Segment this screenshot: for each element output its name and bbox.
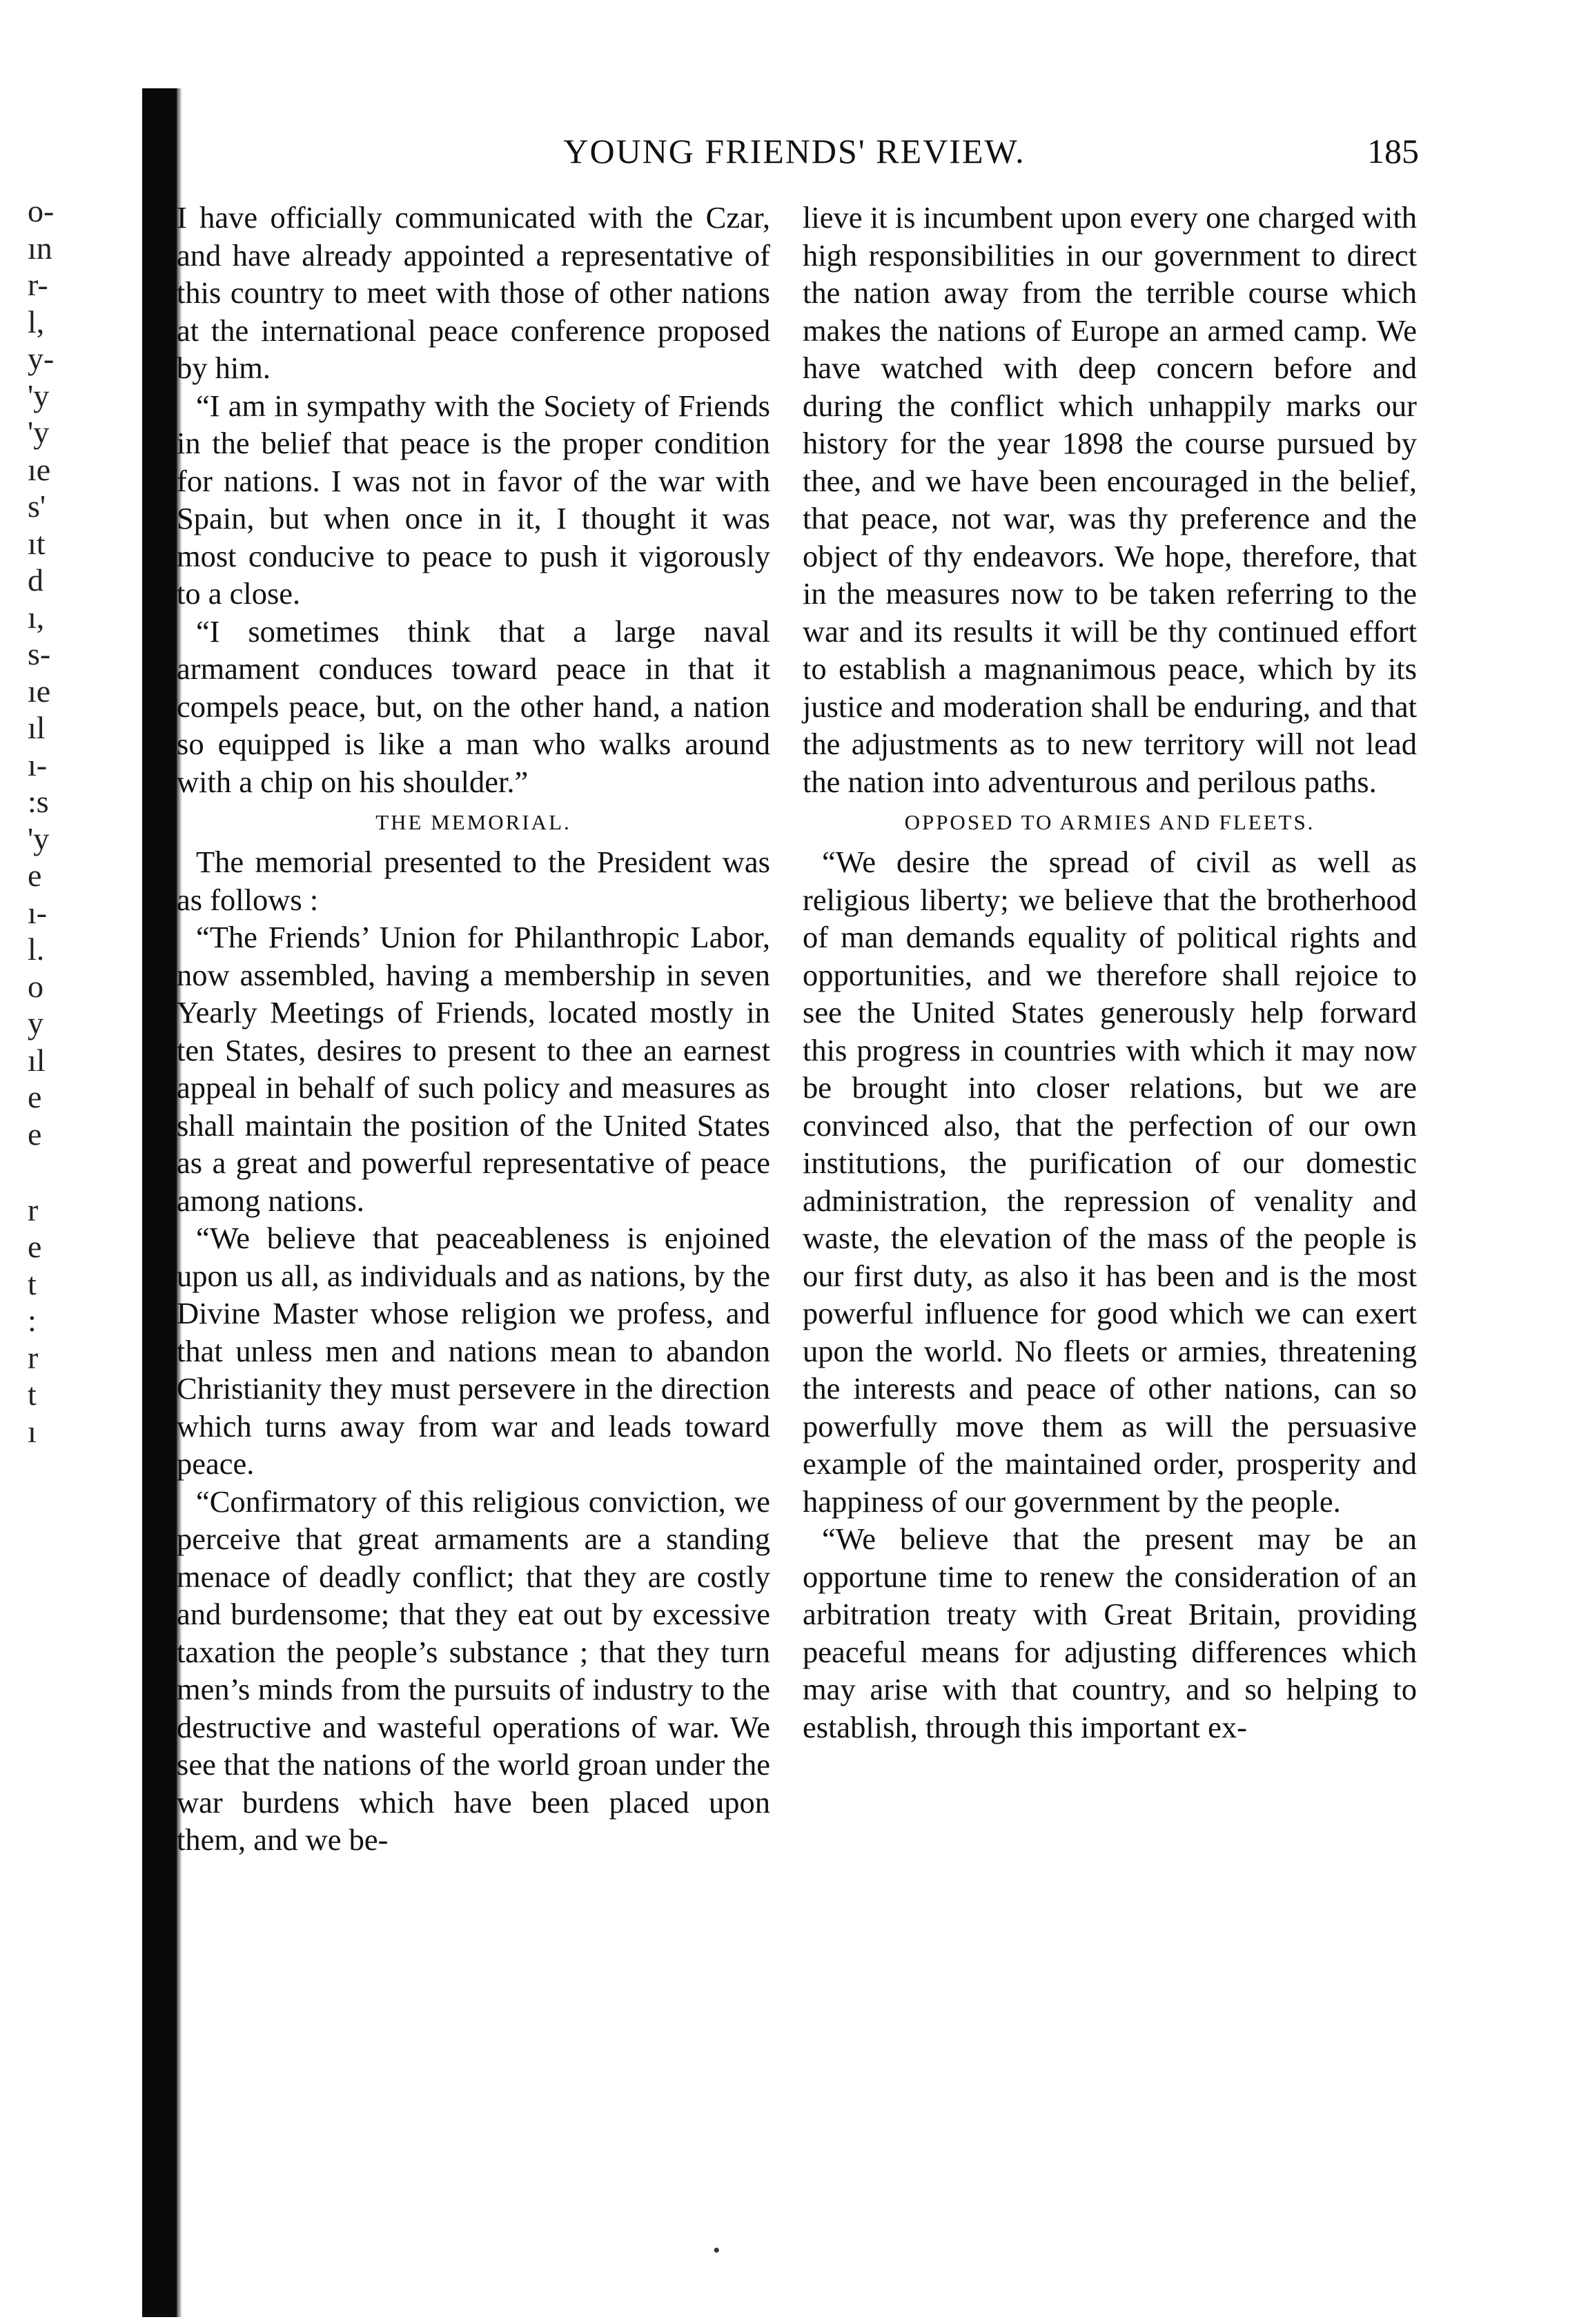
paragraph: “Confirmatory of this religious conviction, we perceive that great armaments are a standing menace of deadly conflict; that they are costly and burdensome; that they eat out by excessive taxation the people’s substance ; that they turn men’s minds from the pursuits of industry to the destructive and wasteful operations of war. We see that the nations of the world groan under the war burdens which have been placed upon them, and we be- xyxy=(177,1484,770,1857)
paragraph: “I sometimes think that a large naval armament conduces toward peace in that it compels peace, but, on the other hand, a nation so equipped is like a man who walks around with a chip on his shoulder.” xyxy=(177,613,770,799)
paragraph: lieve it is incumbent upon every one charged with high responsibilities in our government to direct the nation away from the terrible course which makes the nations of Europe an armed camp. We have watched with deep concern before and during the conflict which unhappily marks our history for the year 1898 the course pursued by thee, and we have been encouraged in the belief, that peace, not war, was thy preference and the object of thy endeavors. We hope, therefore, that in the measures now to be taken referring to the war and its results it will be thy continued effort to establish a magnanimous peace, which by its justice and moderation shall be enduring, and that the adjustments as to new territory will not lead the nation into adventurous and perilous paths. xyxy=(803,200,1417,799)
paragraph: “We desire the spread of civil as well as religious liberty; we believe that the brotherhood of man demands equality of political rights and opportunities, and we therefore shall rejoice to see the United States generously help forward this progress in countries with which it may now be brought into closer relations, but we are convinced also, that the perfection of our own institutions, the purification of our domestic administration, the repression of venality and waste, the elevation of the mass of the people is our first duty, as also it has been and is the most powerful influence for good which we can exert upon the world. No fleets or armies, threatening the interests and peace of other nations, can so powerfully move them as will the persuasive example of the maintained order, prosperity and happiness of our government by the people. xyxy=(803,845,1417,1519)
margin-fragment: e xyxy=(28,1229,42,1264)
margin-fragment: ıe xyxy=(28,673,51,709)
left-column xyxy=(177,199,770,1859)
binding-shadow xyxy=(142,88,177,2317)
paragraph: “I am in sympathy with the Society of Friends in the belief that peace is the proper condition for nations. I was not in favor of the war with Spain, but when once in it, I thought it was most conducive to peace to push it vigorously to a close. xyxy=(177,388,770,611)
margin-fragment: 'y xyxy=(28,377,50,413)
running-title: YOUNG FRIENDS' REVIEW. xyxy=(563,132,1026,170)
margin-fragment: ıl xyxy=(28,1042,46,1078)
running-header xyxy=(170,131,1419,179)
margin-fragment: e xyxy=(28,1079,42,1114)
paragraph: I have officially communicated with the Czar, and have already appointed a representative of this country to meet with those of other nations at the international peace conference proposed by him. xyxy=(177,200,770,385)
margin-fragment: e xyxy=(28,858,42,893)
paragraph: “The Friends’ Union for Philanthropic Labor, now assembled, having a membership in seven Yearly Meetings of Friends, located mostly in ten States, desires to present to thee an earnest appeal in behalf of such policy and measures as shall maintain the position of the United States as a great and powerful representative of peace among nations. xyxy=(177,920,770,1218)
facing-page-fragments xyxy=(28,193,117,1450)
margin-fragment: o- xyxy=(28,193,55,228)
margin-fragment: ıl xyxy=(28,710,46,745)
section-heading: OPPOSED TO ARMIES AND FLEETS. xyxy=(904,810,1315,834)
margin-fragment: l, xyxy=(28,304,45,339)
margin-fragment: :s xyxy=(28,784,49,819)
right-column xyxy=(803,199,1417,1746)
margin-fragment: ıe xyxy=(28,451,51,487)
section-heading: THE MEMORIAL. xyxy=(375,810,571,834)
margin-fragment: y xyxy=(28,1005,43,1041)
margin-fragment: 'y xyxy=(28,820,50,856)
margin-fragment: t xyxy=(28,1266,37,1301)
paragraph: The memorial presented to the President was as follows : xyxy=(177,845,770,917)
margin-fragment: t xyxy=(28,1377,37,1412)
paragraph: “We believe that peaceableness is enjoined upon us all, as individuals and as nations, by the Divine Master whose religion we profess, and that unless men and nations mean to abandon Christianity they must persevere in the direction which turns away from war and leads toward peace. xyxy=(177,1221,770,1481)
paragraph: “We believe that the present may be an opportune time to renew the consideration of an arbitration treaty with Great Britain, providing peaceful means for adjusting differences which may arise with that country, and so helping to establish, through this important ex- xyxy=(803,1522,1417,1744)
speck-mark: • xyxy=(713,2239,721,2262)
margin-fragment: r xyxy=(28,1339,39,1375)
margin-fragment: r- xyxy=(28,267,48,302)
margin-fragment: 'y xyxy=(28,415,50,450)
margin-fragment: ı xyxy=(28,1413,37,1449)
margin-fragment: ı- xyxy=(28,747,48,782)
margin-fragment: s- xyxy=(28,636,51,671)
margin-fragment: ı, xyxy=(28,599,45,635)
margin-fragment: : xyxy=(28,1303,37,1338)
page-number: 185 xyxy=(1367,132,1419,170)
margin-fragment: d xyxy=(28,562,43,598)
margin-fragment: l. xyxy=(28,932,45,967)
margin-fragment: ıt xyxy=(28,525,46,561)
margin-fragment: ı- xyxy=(28,894,48,930)
margin-fragment: r xyxy=(28,1192,39,1228)
margin-fragment: e xyxy=(28,1116,42,1152)
margin-fragment: o xyxy=(28,968,43,1004)
margin-fragment: ın xyxy=(28,230,52,266)
margin-fragment: y- xyxy=(28,341,55,376)
margin-fragment: s' xyxy=(28,489,46,524)
